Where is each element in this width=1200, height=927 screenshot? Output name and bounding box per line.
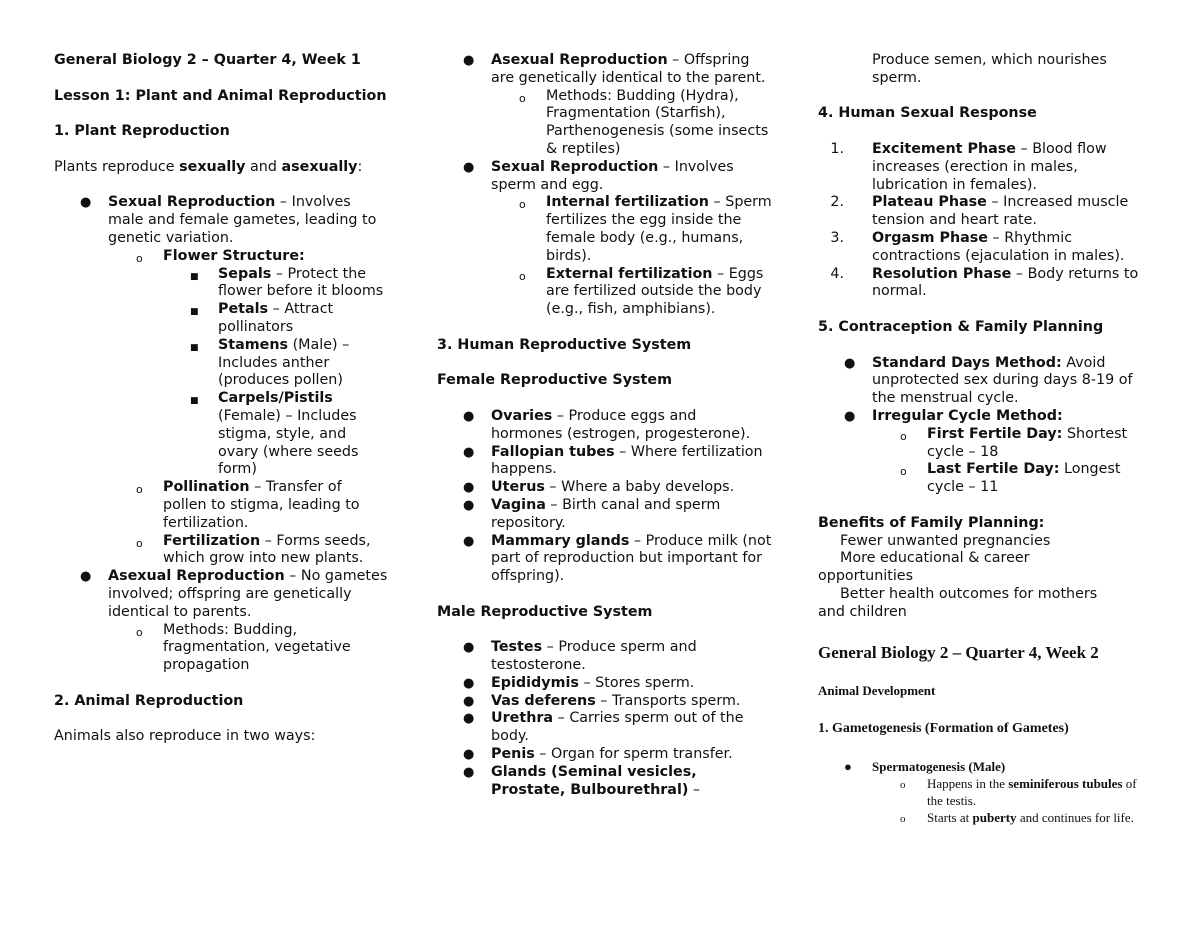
- list-number: 4.: [830, 265, 844, 282]
- lesson-title: Lesson 1: Plant and Animal Reproduction: [54, 87, 387, 104]
- bullet-icon: ●: [463, 444, 475, 460]
- list-item: ● Urethra – Carries sperm out of the body.: [463, 710, 744, 745]
- circle-bullet-icon: o: [519, 198, 526, 212]
- circle-bullet-icon: o: [136, 625, 143, 639]
- bullet-icon: ●: [463, 675, 475, 691]
- list-item: o Methods: Budding (Hydra), Fragmentation (Starfish), Parthenogenesis (some insects & reptiles): [519, 87, 769, 157]
- list-item: o Last Fertile Day: Longest cycle – 11: [900, 461, 1121, 496]
- list-item: o First Fertile Day: Shortest cycle – 18: [900, 425, 1128, 460]
- gametogenesis-heading: 1. Gametogenesis (Formation of Gametes): [818, 720, 1069, 736]
- circle-bullet-icon: o: [136, 483, 143, 497]
- list-item: ■ Petals – Attract pollinators: [190, 301, 334, 335]
- list-item: ● Spermatogenesis (Male): [844, 758, 1006, 774]
- list-item: 4. Resolution Phase – Body returns to normal.: [818, 266, 1153, 302]
- bullet-icon: ●: [463, 693, 475, 709]
- list-item: ● Vas deferens – Transports sperm.: [463, 692, 741, 709]
- benefits-heading: Benefits of Family Planning:: [818, 514, 1045, 531]
- list-item: ● Ovaries – Produce eggs and hormones (estrogen, progesterone).: [463, 407, 751, 442]
- list-item: ● Irregular Cycle Method:: [844, 407, 1063, 424]
- bullet-icon: ●: [463, 53, 475, 68]
- circle-bullet-icon: o: [900, 465, 907, 479]
- list-item: o Happens in the seminiferous tubules of the testis.: [900, 775, 1137, 808]
- list-item: ● Sexual Reproduction – Involves sperm and egg.: [463, 158, 734, 193]
- benefit-line: Fewer unwanted pregnancies: [840, 532, 1051, 549]
- list-item: ● Testes – Produce sperm and testosterone.: [463, 639, 697, 674]
- list-item: ● Glands (Seminal vesicles, Prostate, Bulbourethral) –: [463, 763, 701, 798]
- bullet-icon: ●: [844, 758, 852, 774]
- human-reproductive-heading: 3. Human Reproductive System: [437, 336, 692, 353]
- list-item: ● Sexual Reproduction – Involves male and female gametes, leading to genetic variation.: [80, 194, 377, 246]
- list-number: 3.: [830, 229, 844, 246]
- bullet-icon: ●: [80, 569, 92, 585]
- animal-development-heading: Animal Development: [818, 682, 936, 698]
- list-item: ● Fallopian tubes – Where fertilization happens.: [463, 443, 763, 478]
- male-system-heading: Male Reproductive System: [437, 603, 653, 620]
- list-item: ■ Carpels/Pistils (Female) – Includes stigma, style, and ovary (where seeds form): [190, 390, 359, 478]
- column-3: [818, 52, 1153, 826]
- list-item: ● Penis – Organ for sperm transfer.: [463, 746, 733, 763]
- list-item: o External fertilization – Eggs are fertilized outside the body (e.g., fish, amphibians).: [519, 265, 764, 318]
- list-item: ● Standard Days Method: Avoid unprotected sex during days 8-19 of the menstrual cycle.: [844, 354, 1133, 407]
- bullet-icon: ●: [844, 355, 856, 371]
- list-item: ● Asexual Reproduction – No gametes involved; offspring are genetically identical to parents.: [80, 568, 388, 620]
- list-number: 2.: [830, 194, 844, 211]
- bullet-icon: ●: [463, 480, 475, 496]
- list-item: o Starts at puberty and continues for life.: [818, 809, 1153, 826]
- bullet-icon: ●: [463, 408, 475, 424]
- benefit-line: Better health outcomes for mothers: [840, 585, 1098, 602]
- benefit-line: More educational & career: [840, 550, 1030, 567]
- list-item: ● Asexual Reproduction – Offspring are genetically identical to the parent.: [463, 52, 766, 86]
- bullet-icon: ●: [463, 711, 475, 727]
- doc-title: General Biology 2 – Quarter 4, Week 1: [54, 52, 361, 68]
- list-item: ● Vagina – Birth canal and sperm repository.: [463, 496, 721, 531]
- week2-title: General Biology 2 – Quarter 4, Week 2: [818, 642, 1099, 662]
- list-item: 2. Plateau Phase – Increased muscle tension and heart rate.: [818, 194, 1153, 230]
- circle-bullet-icon: o: [900, 778, 906, 791]
- circle-bullet-icon: o: [900, 812, 906, 825]
- list-item: o Fertilization – Forms seeds, which grow into new plants.: [136, 532, 371, 567]
- column-2: [437, 52, 772, 799]
- response-phases-list: [818, 141, 1153, 301]
- plant-reproduction-list: [54, 194, 389, 675]
- female-system-list: [437, 408, 772, 586]
- list-item: ● Mammary glands – Produce milk (not part of reproduction but important for offspring).: [463, 532, 772, 585]
- circle-bullet-icon: o: [136, 536, 143, 550]
- animal-reproduction-list: [437, 52, 772, 319]
- list-item: ■ Stamens (Male) – Includes anther (produces pollen): [190, 336, 350, 389]
- circle-bullet-icon: o: [900, 429, 907, 443]
- list-item: 3. Orgasm Phase – Rhythmic contractions (ejaculation in males).: [818, 230, 1153, 266]
- list-item: o Methods: Budding, fragmentation, vegetative propagation: [136, 621, 351, 674]
- circle-bullet-icon: o: [519, 91, 526, 105]
- sexual-response-heading: 4. Human Sexual Response: [818, 105, 1037, 122]
- contraception-list: [818, 355, 1153, 497]
- list-item: o Pollination – Transfer of pollen to stigma, leading to fertilization.: [136, 479, 360, 531]
- benefit-line: opportunities: [818, 568, 914, 585]
- list-item: ● Epididymis – Stores sperm.: [463, 674, 695, 691]
- column-1: [54, 52, 389, 746]
- benefit-line: and children: [818, 603, 907, 620]
- bullet-icon: ●: [463, 533, 475, 549]
- square-bullet-icon: ■: [190, 307, 199, 318]
- glands-continuation: Produce semen, which nourishes sperm.: [872, 52, 1107, 86]
- bullet-icon: ●: [463, 640, 475, 656]
- square-bullet-icon: ■: [190, 342, 199, 353]
- list-item: ● Uterus – Where a baby develops.: [463, 479, 735, 496]
- list-item: ■ Sepals – Protect the flower before it blooms: [190, 265, 384, 300]
- square-bullet-icon: ■: [190, 396, 199, 407]
- bullet-icon: ●: [463, 497, 475, 513]
- circle-bullet-icon: o: [136, 251, 143, 265]
- contraception-heading: 5. Contraception & Family Planning: [818, 318, 1104, 335]
- bullet-icon: ●: [463, 764, 475, 780]
- list-item: o Flower Structure:: [54, 248, 389, 266]
- animal-reproduction-heading: 2. Animal Reproduction: [54, 692, 244, 709]
- bullet-icon: ●: [463, 159, 475, 175]
- square-bullet-icon: ■: [190, 271, 199, 282]
- gametogenesis-list: [818, 758, 1153, 826]
- list-item: 1. Excitement Phase – Blood flow increases (erection in males, lubrication in females).: [818, 141, 1153, 194]
- circle-bullet-icon: o: [519, 269, 526, 283]
- list-number: 1.: [830, 140, 844, 157]
- plants-intro: Plants reproduce sexually and asexually:: [54, 158, 363, 175]
- animals-intro: Animals also reproduce in two ways:: [54, 728, 316, 745]
- week2-section: [818, 642, 1153, 826]
- male-system-list: [437, 639, 772, 799]
- bullet-icon: ●: [463, 747, 475, 763]
- bullet-icon: ●: [844, 408, 856, 424]
- bullet-icon: ●: [80, 195, 92, 211]
- female-system-heading: Female Reproductive System: [437, 372, 672, 389]
- plant-reproduction-heading: 1. Plant Reproduction: [54, 123, 230, 140]
- list-item: o Internal fertilization – Sperm fertilizes the egg inside the female body (e.g., humans, birds).: [519, 194, 772, 264]
